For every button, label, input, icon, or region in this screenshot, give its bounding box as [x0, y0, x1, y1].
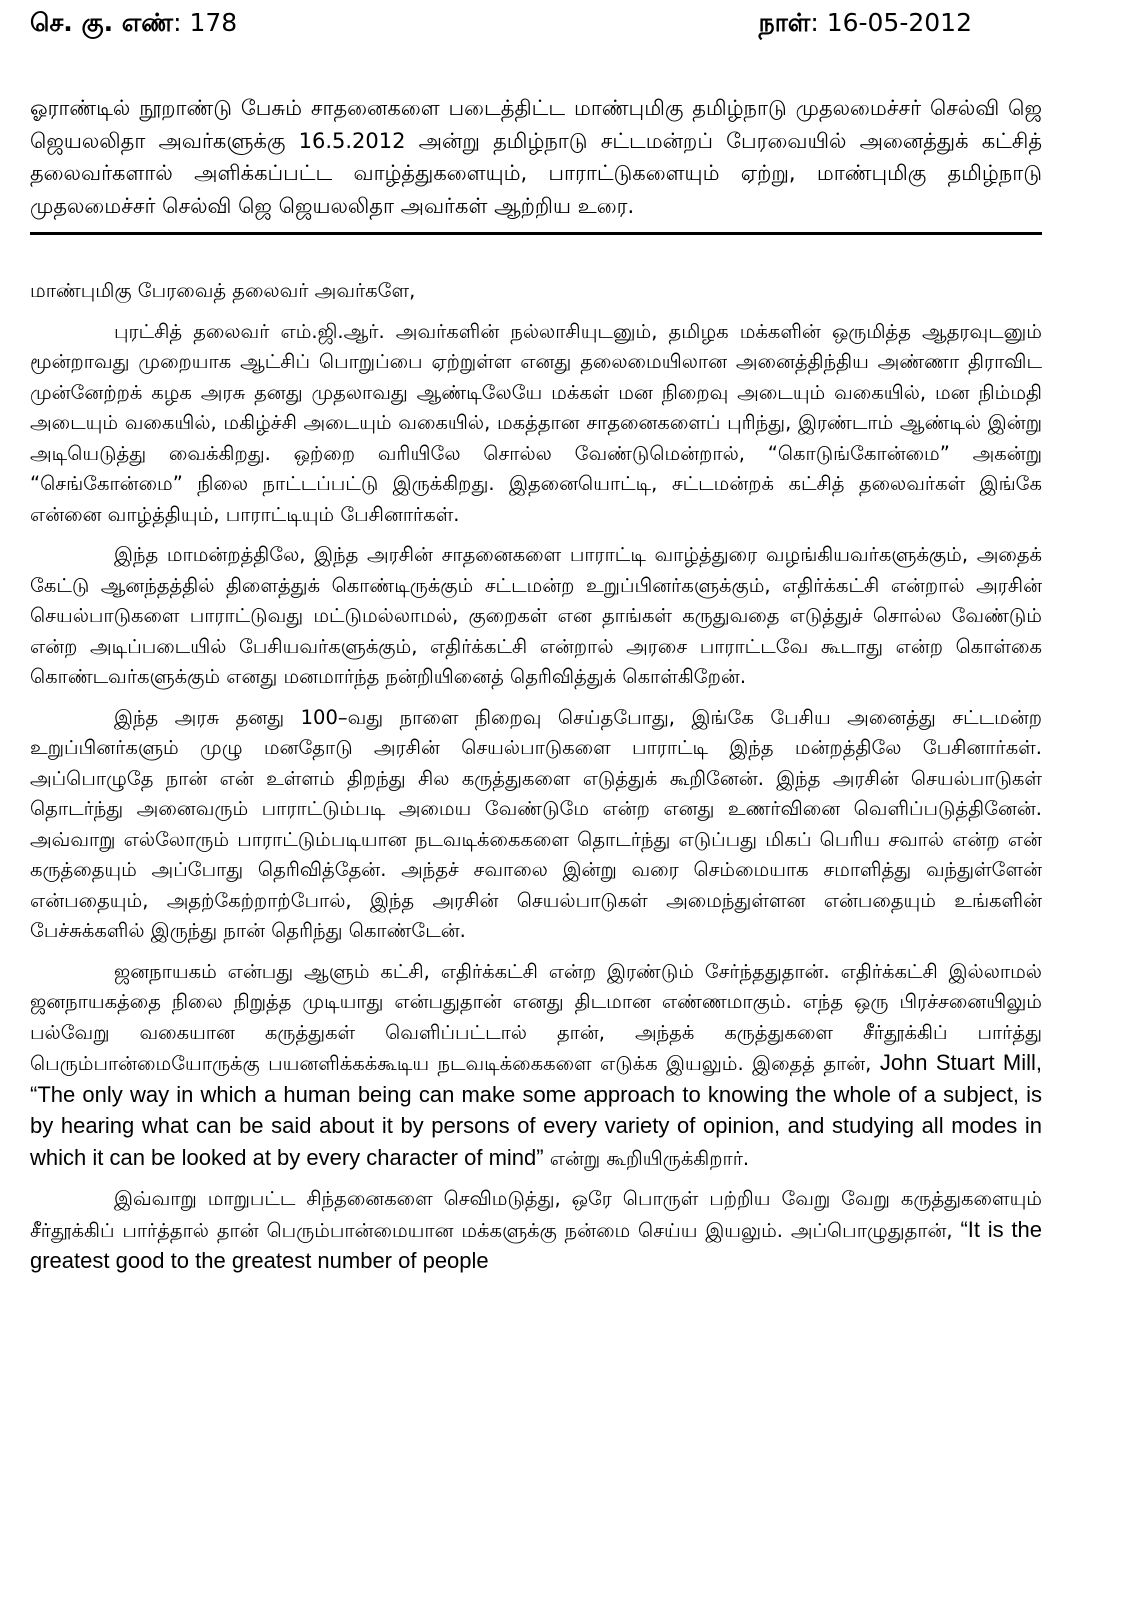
paragraph-4	[30, 957, 1042, 1175]
reference-label: செ. கு. எண்	[30, 8, 174, 37]
paragraph-3: இந்த அரசு தனது 100–வது நாளை நிறைவு செய்தபோது, இங்கே பேசிய அனைத்து சட்டமன்ற உறுப்பினர்களும் முழு மனதோடு அரசின் செயல்பாடுகளை பாராட்டி இந்த மன்றத்திலே பேசினார்கள். அப்பொழுதே நான் என் உள்ளம் திறந்து சில கருத்துகளை எடுத்துக் கூறினேன். இந்த அரசின் செயல்பாடுகள் தொடர்ந்து அனைவரும் பாராட்டும்படி அமைய வேண்டுமே என்ற எனது உணர்வினை வெளிப்படுத்தினேன். அவ்வாறு எல்லோரும் பாராட்டும்படியான நடவடிக்கைகளை தொடர்ந்து எடுப்பது மிகப் பெரிய சவால் என்ற என் கருத்தையும் அப்போது தெரிவித்தேன். அந்தச் சவாலை இன்று வரை செம்மையாக சமாளித்து வந்துள்ளேன் என்பதையும், அதற்கேற்றாற்போல், இந்த அரசின் செயல்பாடுகள் அமைந்துள்ளன என்பதையும் உங்களின் பேச்சுக்களில் இருந்து நான் தெரிந்து கொண்டேன்.	[30, 705, 1042, 942]
paragraph-2: இந்த மாமன்றத்திலே, இந்த அரசின் சாதனைகளை பாராட்டி வாழ்த்துரை வழங்கியவர்களுக்கும், அதைக் கேட்டு ஆனந்தத்தில் திளைத்துக் கொண்டிருக்கும் சட்டமன்ற உறுப்பினர்களுக்கும், எதிர்க்கட்சி என்றால் அரசின் செயல்பாடுகளை பாராட்டுவது மட்டுமல்லாமல், குறைகள் என தாங்கள் கருதுவதை எடுத்துச் சொல்ல வேண்டும் என்ற அடிப்படையில் பேசியவர்களுக்கும், எதிர்க்கட்சி என்றால் அரசை பாராட்டவே கூடாது என்ற கொள்கை கொண்டவர்களுக்கும் எனது மனமார்ந்த நன்றியினைத் தெரிவித்துக் கொள்கிறேன்.	[30, 543, 1042, 688]
greatest-good-quote: “It is the greatest good to the greatest number of people	[30, 1216, 1042, 1273]
paragraph-4-end: என்று கூறியிருக்கிறார்.	[543, 1146, 750, 1170]
reference-value: : 178	[173, 8, 238, 37]
document-header	[30, 8, 1042, 42]
salutation: மாண்புமிகு பேரவைத் தலைவர் அவர்களே,	[30, 279, 416, 302]
date	[759, 8, 972, 41]
paragraph-4-tamil: ஜனநாயகம் என்பது ஆளும் கட்சி, எதிர்க்கட்சி என்ற இரண்டும் சேர்ந்ததுதான். எதிர்க்கட்சி இல்லாமல் ஜனநாயகத்தை நிலை நிறுத்த முடியாது என்பதுதான் எனது திடமான எண்ணமாகும். எந்த ஒரு பிரச்சனையிலும் பல்வேறு வகையான கருத்துகள் வெளிப்பட்டால் தான், அந்தக் கருத்துகளை சீர்தூக்கிப் பார்த்து பெரும்பான்மையோருக்கு பயனளிக்கக்கூடிய நடவடிக்கைகளை எடுக்க இயலும். இதைத் தான்,	[30, 959, 1042, 1075]
paragraph-1: புரட்சித் தலைவர் எம்.ஜி.ஆர். அவர்களின் நல்லாசியுடனும், தமிழக மக்களின் ஒருமித்த ஆதரவுடனும் மூன்றாவது முறையாக ஆட்சிப் பொறுப்பை ஏற்றுள்ள எனது தலைமையிலான அனைத்திந்திய அண்ணா திராவிட முன்னேற்றக் கழக அரசு தனது முதலாவது ஆண்டிலேயே மக்கள் மன நிறைவு அடையும் வகையில், மன நிம்மதி அடையும் வகையில், மகிழ்ச்சி அடையும் வகையில், மகத்தான சாதனைகளைப் புரிந்து, இரண்டாம் ஆண்டில் இன்று அடியெடுத்து வைக்கிறது. ஒற்றை வரியிலே சொல்ல வேண்டுமென்றால், “கொடுங்கோன்மை” அகன்று “செங்கோன்மை” நிலை நாட்டப்பட்டு இருக்கிறது. இதனையொட்டி, சட்டமன்றக் கட்சித் தலைவர்கள் இங்கே என்னை வாழ்த்தியும், பாராட்டியும் பேசினார்கள்.	[30, 319, 1042, 526]
date-value: : 16-05-2012	[810, 8, 972, 37]
divider-rule	[30, 232, 1042, 235]
reference-number	[30, 8, 237, 41]
date-label: நாள்	[758, 8, 811, 37]
paragraph-5	[30, 1184, 1042, 1278]
speech-body	[30, 276, 1042, 1278]
intro-paragraph: ஓராண்டில் நூறாண்டு பேசும் சாதனைகளை படைத்திட்ட மாண்புமிகு தமிழ்நாடு முதலமைச்சர் செல்வி ஜெ ஜெயலலிதா அவர்களுக்கு 16.5.2012 அன்று தமிழ்நாடு சட்டமன்றப் பேரவையில் அனைத்துக் கட்சித் தலைவர்களால் அளிக்கப்பட்ட வாழ்த்துகளையும், பாராட்டுகளையும் ஏற்று, மாண்புமிகு தமிழ்நாடு முதலமைச்சர் செல்வி ஜெ ஜெயலலிதா அவர்கள் ஆற்றிய உரை.	[30, 96, 1042, 218]
paragraph-5-tamil: இவ்வாறு மாறுபட்ட சிந்தனைகளை செவிமடுத்து, ஒரே பொருள் பற்றிய வேறு வேறு கருத்துகளையும் சீர்தூக்கிப் பார்த்தால் தான் பெரும்பான்மையான மக்களுக்கு நன்மை செய்ய இயலும். அப்பொழுதுதான்,	[30, 1187, 1042, 1242]
mill-quote: John Stuart Mill, “The only way in which a human being can make some approach to knowing the whole of a subject, is by hearing what can be said about it by persons of every variety of opinion, and studying all modes in which it can be looked at by every character of mind”	[30, 1050, 1042, 1170]
